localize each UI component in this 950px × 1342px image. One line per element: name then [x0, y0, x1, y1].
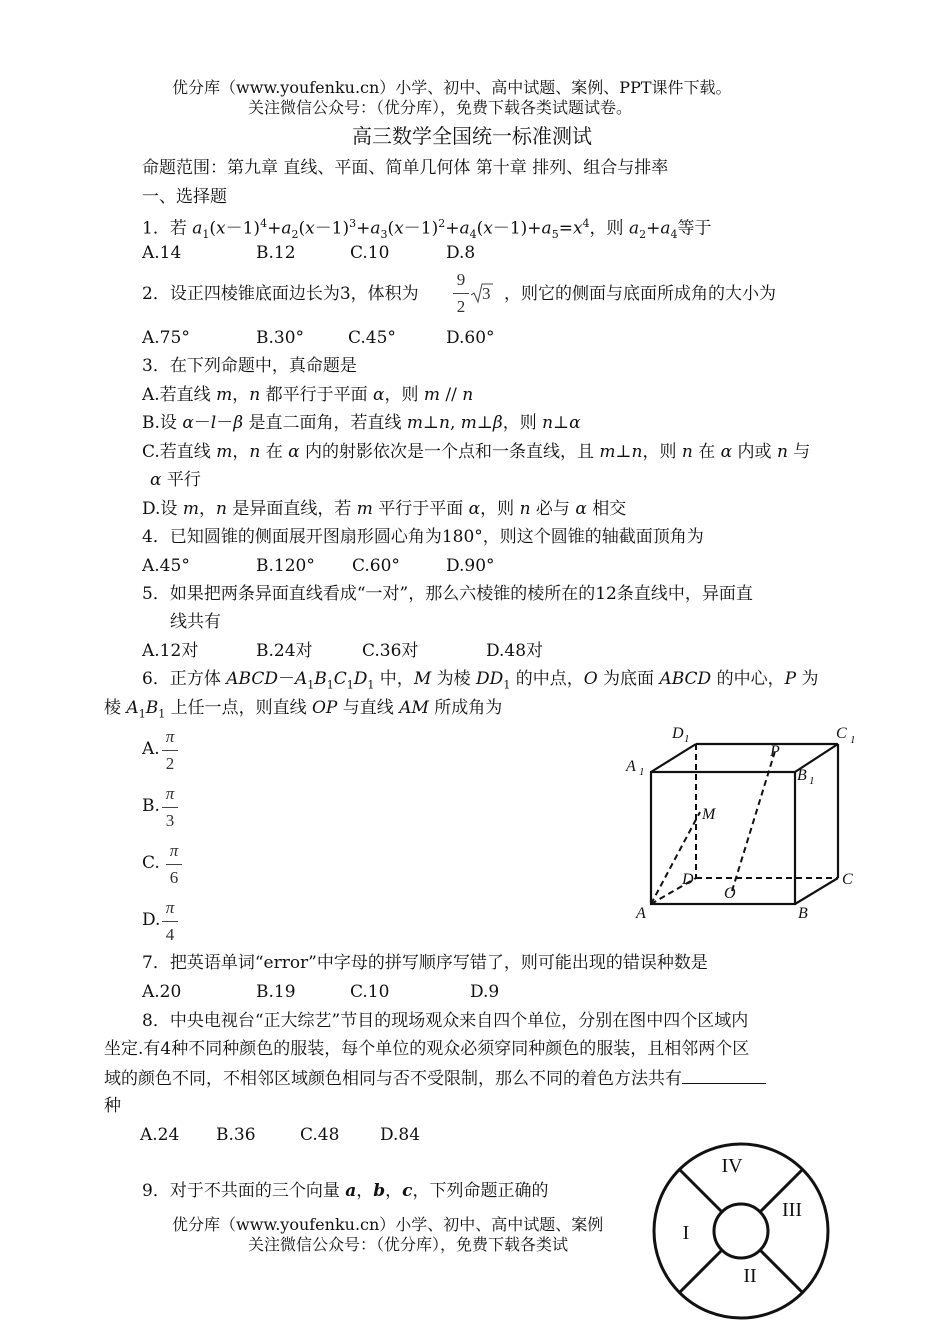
- label-b1: B: [797, 767, 807, 784]
- q6-option-a-num: π: [165, 727, 175, 746]
- q8-option-b: B.36: [216, 1125, 256, 1145]
- q2-stem-pre: 2．设正四棱锥底面边长为3，体积为: [142, 284, 419, 304]
- label-c1-sub: 1: [850, 734, 856, 746]
- q1-option-c: C.10: [350, 243, 390, 263]
- region-label-ii: II: [743, 1265, 757, 1287]
- region-label-i: I: [682, 1222, 690, 1244]
- footer-line-2: 关注微信公众号：（优分库），免费下载各类试: [248, 1235, 569, 1254]
- answer-blank: [682, 1067, 766, 1084]
- scope-line: 命题范围：第九章 直线、平面、简单几何体 第十章 排列、组合与排率: [142, 158, 669, 178]
- segment-op: [732, 748, 776, 891]
- label-a: A: [636, 905, 646, 922]
- q3-option-d: D.设 m，n 是异面直线，若 m 平行于平面 α，则 n 必与 α 相交: [142, 499, 627, 519]
- q2-radicand: 3: [482, 284, 491, 303]
- q2-frac-numerator: 9: [456, 270, 466, 289]
- q8-stem-line1: 8．中央电视台“正大综艺”节目的现场观众来自四个单位，分别在图中四个区域内: [142, 1011, 749, 1031]
- q3-stem: 3．在下列命题中，真命题是: [142, 356, 357, 376]
- q2-option-b: B.30°: [256, 328, 305, 348]
- q7-option-c: C.10: [350, 982, 390, 1002]
- label-m: M: [702, 806, 716, 823]
- footer-line-1: 优分库（www.youfenku.cn）小学、初中、高中试题、案例: [172, 1215, 604, 1234]
- q3-option-c-line2: α 平行: [150, 470, 201, 490]
- q4-stem: 4．已知圆锥的侧面展开图扇形圆心角为180°，则这个圆锥的轴截面顶角为: [142, 527, 704, 547]
- divider-upper-left: [679, 1169, 722, 1212]
- q2-stem-post: ，则它的侧面与底面所成角的大小为: [504, 284, 776, 304]
- q2-frac-denominator: 2: [456, 297, 466, 316]
- q6-option-d-label: D.: [142, 910, 161, 930]
- q6-option-d-den: 4: [165, 925, 175, 944]
- ring-region-figure: [650, 1140, 832, 1322]
- label-d1-sub: 1: [684, 733, 690, 745]
- q5-option-b: B.24对: [256, 641, 313, 661]
- q9-stem-text: 9．对于不共面的三个向量: [142, 1181, 340, 1201]
- label-o: O: [724, 885, 736, 902]
- q5-option-d: D.48对: [486, 641, 544, 661]
- label-a1-sub: 1: [639, 766, 645, 778]
- label-c1: C: [836, 725, 847, 742]
- cube-edge-b-c: [795, 878, 838, 904]
- q5-option-a: A.12对: [142, 641, 199, 661]
- q6-stem-line2: 棱 $A_1B_1$ 上任一点，则直线 OP 与直线 AM 所成角为: [104, 698, 503, 721]
- q4-option-a: A.45°: [142, 556, 190, 576]
- region-label-iii: III: [782, 1199, 802, 1221]
- divider-lower-left: [679, 1250, 722, 1293]
- page-title: 高三数学全国统一标准测试: [352, 124, 592, 148]
- inner-circle: [714, 1204, 768, 1258]
- q4-option-b: B.120°: [256, 556, 315, 576]
- q7-option-b: B.19: [256, 982, 296, 1002]
- q1-stem: 1．若 $a_1(x-1)^4+a_2(x-1)^3+a_3(x-1)^2+a_4(x-1)+a_5=x^4$，则 $a_2+a_4$等于: [142, 217, 712, 242]
- region-label-iv: IV: [721, 1155, 743, 1177]
- q6-stem-line1: 6．正方体 $ABCD-A_1B_1C_1D_1$ 中，M 为棱 $DD_1$ 的中点，O 为底面 ABCD 的中心，P 为: [142, 669, 819, 692]
- q7-option-d: D.9: [470, 982, 500, 1002]
- q1-option-a: A.14: [142, 243, 182, 263]
- header-line-1: 优分库（www.youfenku.cn）小学、初中、高中试题、案例、PPT课件下载。: [172, 78, 732, 97]
- q3-option-a: A.若直线 m，n 都平行于平面 α，则 m // n: [142, 385, 474, 405]
- q6-option-c-bar: [166, 864, 182, 865]
- q7-option-a: A.20: [142, 982, 182, 1002]
- q4-option-d: D.90°: [446, 556, 495, 576]
- q8-option-c: C.48: [300, 1125, 340, 1145]
- q2-frac-bar: [453, 293, 469, 294]
- q3-option-b: B.设 α－l－β 是直二面角，若直线 m⊥n, m⊥β，则 n⊥α: [142, 413, 581, 433]
- q5-option-c: C.36对: [362, 641, 419, 661]
- q6-option-b-num: π: [165, 784, 175, 803]
- section-heading: 一、选择题: [142, 187, 227, 207]
- q1-option-b: B.12: [256, 243, 296, 263]
- q8-stem-line3: [104, 1067, 766, 1090]
- q5-stem-line2: 线共有: [170, 612, 221, 632]
- q8-option-a: A.24: [140, 1125, 180, 1145]
- q1-option-d: D.8: [446, 243, 476, 263]
- label-d: D: [682, 871, 694, 888]
- q6-option-b-den: 3: [165, 811, 175, 830]
- label-c: C: [842, 871, 853, 888]
- q4-option-c: C.60°: [352, 556, 400, 576]
- q8-option-d: D.84: [380, 1125, 421, 1145]
- q8-stem-line2: 坐定.有4种不同种颜色的服装，每个单位的观众必须穿同种颜色的服装，且相邻两个区: [104, 1039, 750, 1059]
- q6-option-d-num: π: [165, 898, 175, 917]
- header-line-2: 关注微信公众号：（优分库），免费下载各类试题试卷。: [248, 98, 633, 117]
- q6-option-d-bar: [162, 921, 178, 922]
- q2-option-c: C.45°: [348, 328, 396, 348]
- q6-option-b-label: B.: [142, 796, 160, 816]
- q5-stem-line1: 5．如果把两条异面直线看成“一对”，那么六棱锥的棱所在的12条直线中，异面直: [142, 584, 753, 604]
- q3-option-c-line1: C.若直线 m，n 在 α 内的射影依次是一个点和一条直线，且 m⊥n，则 n 在 α 内或 n 与: [142, 442, 811, 462]
- q8-stem-line3-text: 域的颜色不同，不相邻区域颜色相同与否不受限制，那么不同的着色方法共有: [104, 1069, 682, 1089]
- segment-am: [651, 812, 700, 904]
- cube-edge-a1-d1: [651, 744, 696, 772]
- q6-option-c-den: 6: [169, 868, 179, 887]
- q6-option-a-den: 2: [165, 754, 175, 773]
- cube-figure: [620, 716, 870, 928]
- cube-front-face: [651, 772, 795, 904]
- label-d1: D: [672, 725, 684, 742]
- q6-option-a-label: A.: [142, 739, 160, 759]
- q9-stem: 9．对于不共面的三个向量 a，b，c，下列命题正确的: [142, 1181, 549, 1201]
- q6-option-c-label: C.: [142, 853, 160, 873]
- label-p: P: [770, 743, 780, 760]
- q6-option-c-num: π: [169, 841, 179, 860]
- label-b1-sub: 1: [809, 775, 815, 787]
- divider-lower-right: [760, 1250, 803, 1293]
- q6-option-b-bar: [162, 807, 178, 808]
- q6-option-a-bar: [162, 750, 178, 751]
- q8-stem-line4: 种: [104, 1096, 121, 1116]
- label-b: B: [798, 905, 808, 922]
- label-a1: A: [626, 758, 636, 775]
- q7-stem: 7．把英语单词“error”中字母的拼写顺序写错了，则可能出现的错误种数是: [142, 953, 708, 973]
- q2-option-d: D.60°: [446, 328, 495, 348]
- q2-option-a: A.75°: [142, 328, 190, 348]
